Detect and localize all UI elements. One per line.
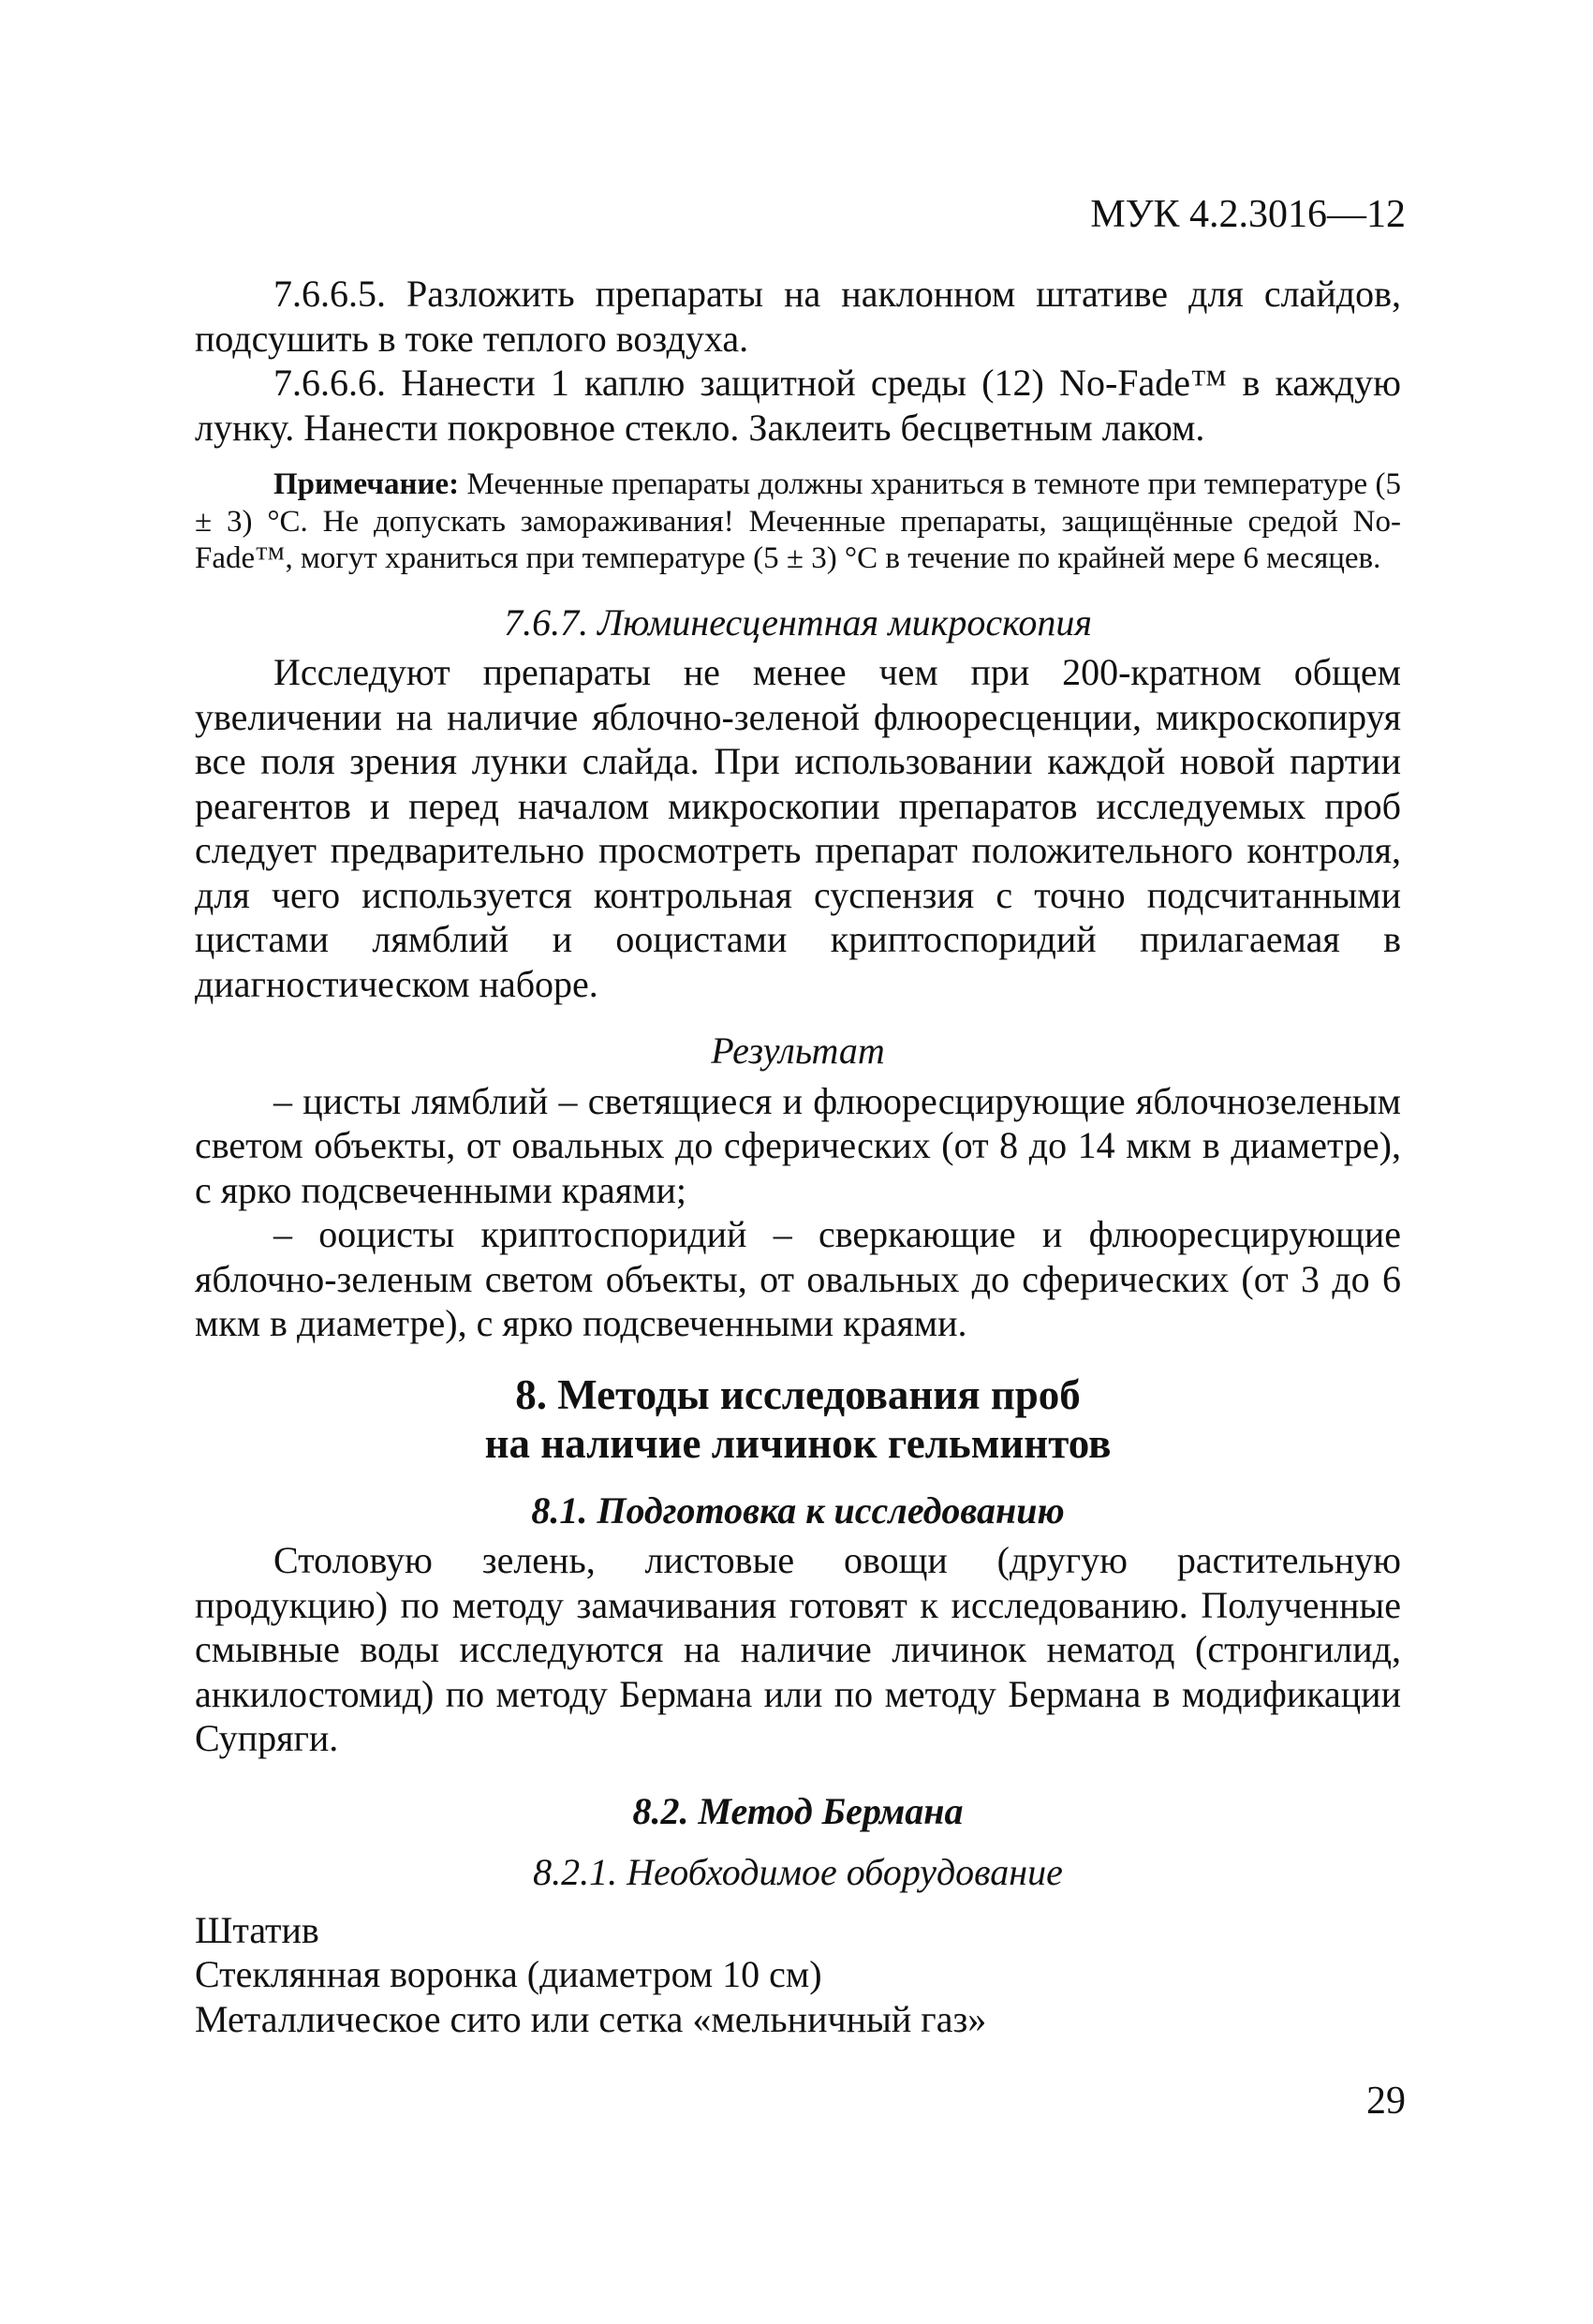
note-text: Меченные препараты должны храниться в темноте при температуре (5 ± 3) °С. Не допускать замораживания! Меченные препараты, защищённые средой No-Fade™, могут храниться при температуре (5 ± 3) °С в течение по крайней мере 6 месяцев. xyxy=(195,467,1401,575)
paragraph-7-6-6-5: 7.6.6.5. Разложить препараты на наклонном штативе для слайдов, подсушить в токе теплого воздуха. xyxy=(195,273,1401,360)
paragraph-8-1: Столовую зелень, листовые овощи (другую растительную продукцию) по методу замачивания готовят к исследованию. Полученные смывные воды исследуются на наличие личинок нематод (стронгилид, анкилостомид) по методу Бермана или по методу Бермана в модификации Супряги. xyxy=(195,1539,1401,1759)
equipment-item: Штатив xyxy=(195,1908,319,1951)
section-8-title-line-2: на наличие личинок гельминтов xyxy=(484,1419,1112,1467)
note-label: Примечание: xyxy=(273,467,460,501)
paragraph-7-6-6-6: 7.6.6.6. Нанести 1 каплю защитной среды (12) No-Fade™ в каждую лунку. Нанести покровное стекло. Заклеить бесцветным лаком. xyxy=(195,362,1401,449)
document-code-header: МУК 4.2.3016—12 xyxy=(1090,193,1406,236)
section-8-title-line-1: 8. Методы исследования проб xyxy=(515,1370,1081,1418)
page-content xyxy=(195,272,1401,2041)
heading-8-1: 8.1. Подготовка к исследованию xyxy=(531,1488,1065,1532)
result-item: – ооцисты криптоспоридий – сверкающие и флюоресцирующие яблочно-зеленым светом объекты, от овальных до сферических (от 3 до 6 мкм в диаметре), с ярко подсвеченными краями. xyxy=(195,1213,1401,1344)
equipment-item: Стеклянная воронка (диаметром 10 см) xyxy=(195,1953,822,1995)
heading-8-2-1: 8.2.1. Необходимое оборудование xyxy=(533,1851,1063,1893)
section-8-title xyxy=(195,1370,1401,1468)
heading-8-2: 8.2. Метод Бермана xyxy=(632,1789,964,1832)
equipment-item: Металлическое сито или сетка «мельничный газ» xyxy=(195,1997,987,2040)
heading-result: Результат xyxy=(711,1029,885,1072)
heading-7-6-7: 7.6.7. Люминесцентная микроскопия xyxy=(504,600,1092,644)
result-item: – цисты лямблий – светящиеся и флюоресцирующие яблочнозеленым светом объекты, от овальных до сферических (от 8 до 14 мкм в диаметре), с ярко подсвеченными краями; xyxy=(195,1079,1401,1211)
paragraph-microscopy: Исследуют препараты не менее чем при 200-кратном общем увеличении на наличие яблочно-зеленой флюоресценции, микроскопируя все поля зрения лунки слайда. При использовании каждой новой партии реагентов и перед началом микроскопии препаратов исследуемых проб следует предварительно просмотреть препарат положительного контроля, для чего используется контрольная суспензия с точно подсчитанными цистами лямблий и ооцистами криптоспоридий прилагаемая в диагностическом наборе. xyxy=(195,651,1401,1005)
note-block xyxy=(195,466,1401,578)
page-number: 29 xyxy=(1366,2080,1406,2123)
